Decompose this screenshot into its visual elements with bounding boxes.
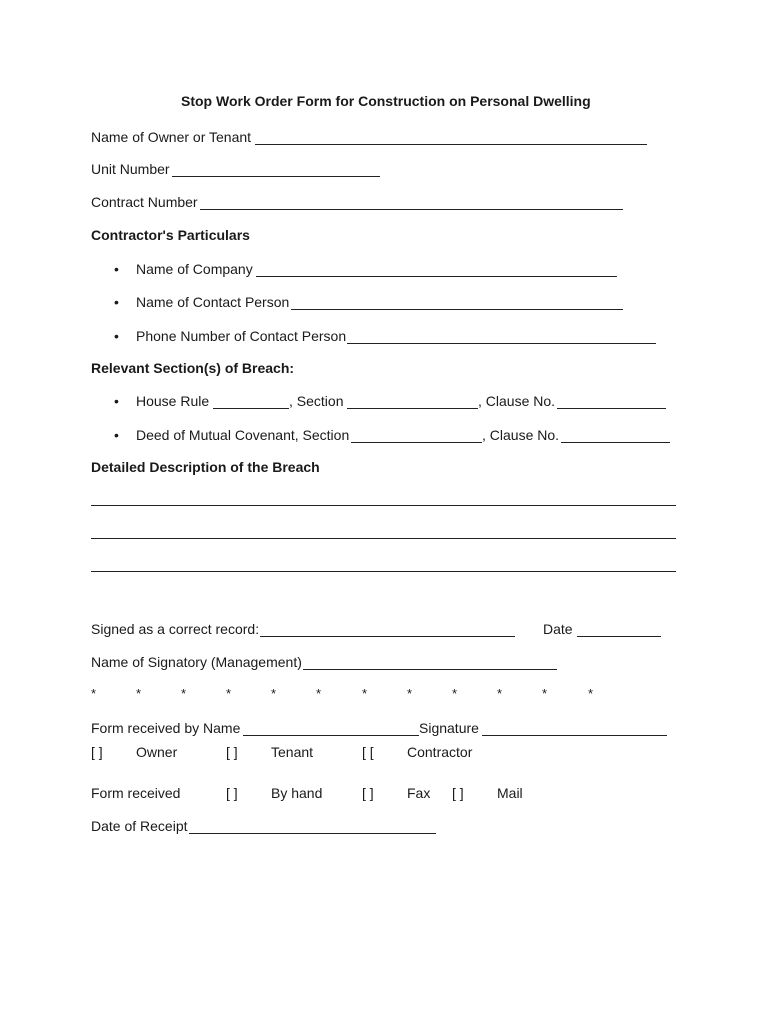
bullet-icon: • (114, 261, 119, 277)
received-by-field[interactable] (243, 735, 419, 736)
unit-field[interactable] (172, 176, 380, 177)
contact-person-label: Name of Contact Person (136, 294, 290, 310)
date-receipt-label: Date of Receipt (91, 818, 188, 834)
separator-star: * (91, 686, 97, 701)
house-rule-section-label: , Section (289, 393, 344, 409)
received-by-label: Form received by Name (91, 720, 241, 736)
form-received-label: Form received (91, 785, 181, 801)
separator-star: * (226, 686, 232, 701)
signed-label: Signed as a correct record: (91, 621, 260, 637)
bullet-icon: • (114, 328, 119, 344)
contract-field[interactable] (200, 209, 623, 210)
deed-label: Deed of Mutual Covenant, Section (136, 427, 350, 443)
signature-label: Signature (419, 720, 479, 736)
house-rule-field[interactable] (213, 408, 289, 409)
tenant-option-label: Tenant (271, 744, 314, 760)
contact-person-field[interactable] (291, 309, 623, 310)
description-line-3[interactable] (91, 571, 676, 572)
separator-star: * (316, 686, 322, 701)
contact-phone-label: Phone Number of Contact Person (136, 328, 347, 344)
contractor-heading: Contractor's Particulars (91, 227, 250, 243)
fax-option-label: Fax (407, 785, 431, 801)
separator-star: * (136, 686, 142, 701)
date-label: Date (543, 621, 573, 637)
page-title: Stop Work Order Form for Construction on Personal Dwelling (181, 93, 591, 109)
description-line-1[interactable] (91, 505, 676, 506)
signature-field[interactable] (482, 735, 667, 736)
house-rule-clause-field[interactable] (557, 408, 666, 409)
deed-section-field[interactable] (351, 442, 482, 443)
contact-phone-field[interactable] (347, 343, 656, 344)
by-hand-checkbox[interactable]: [ ] (226, 785, 238, 801)
unit-label: Unit Number (91, 161, 170, 177)
signed-field[interactable] (260, 636, 515, 637)
deed-clause-label: , Clause No. (482, 427, 560, 443)
bullet-icon: • (114, 294, 119, 310)
contractor-option-label: Contractor (407, 744, 473, 760)
house-rule-section-field[interactable] (347, 408, 478, 409)
house-rule-clause-label: , Clause No. (478, 393, 556, 409)
separator-star: * (407, 686, 413, 701)
company-field[interactable] (256, 276, 617, 277)
by-hand-option-label: By hand (271, 785, 323, 801)
date-receipt-field[interactable] (189, 833, 436, 834)
contractor-checkbox[interactable]: [ [ (362, 744, 374, 760)
company-label: Name of Company (136, 261, 253, 277)
description-heading: Detailed Description of the Breach (91, 459, 320, 475)
separator-star: * (588, 686, 594, 701)
bullet-icon: • (114, 427, 119, 443)
owner-option-label: Owner (136, 744, 178, 760)
mail-option-label: Mail (497, 785, 523, 801)
deed-clause-field[interactable] (561, 442, 670, 443)
separator-star: * (362, 686, 368, 701)
tenant-checkbox[interactable]: [ ] (226, 744, 238, 760)
contract-label: Contract Number (91, 194, 198, 210)
owner-field[interactable] (255, 144, 647, 145)
description-line-2[interactable] (91, 538, 676, 539)
separator-star: * (497, 686, 503, 701)
signatory-label: Name of Signatory (Management) (91, 654, 302, 670)
house-rule-label: House Rule (136, 393, 210, 409)
fax-checkbox[interactable]: [ ] (362, 785, 374, 801)
date-field[interactable] (577, 636, 661, 637)
bullet-icon: • (114, 393, 119, 409)
signatory-field[interactable] (303, 669, 557, 670)
separator-star: * (181, 686, 187, 701)
mail-checkbox[interactable]: [ ] (452, 785, 464, 801)
owner-label: Name of Owner or Tenant (91, 129, 252, 145)
separator-star: * (271, 686, 277, 701)
separator-star: * (452, 686, 458, 701)
owner-checkbox[interactable]: [ ] (91, 744, 103, 760)
breach-heading: Relevant Section(s) of Breach: (91, 360, 295, 376)
separator-star: * (542, 686, 548, 701)
